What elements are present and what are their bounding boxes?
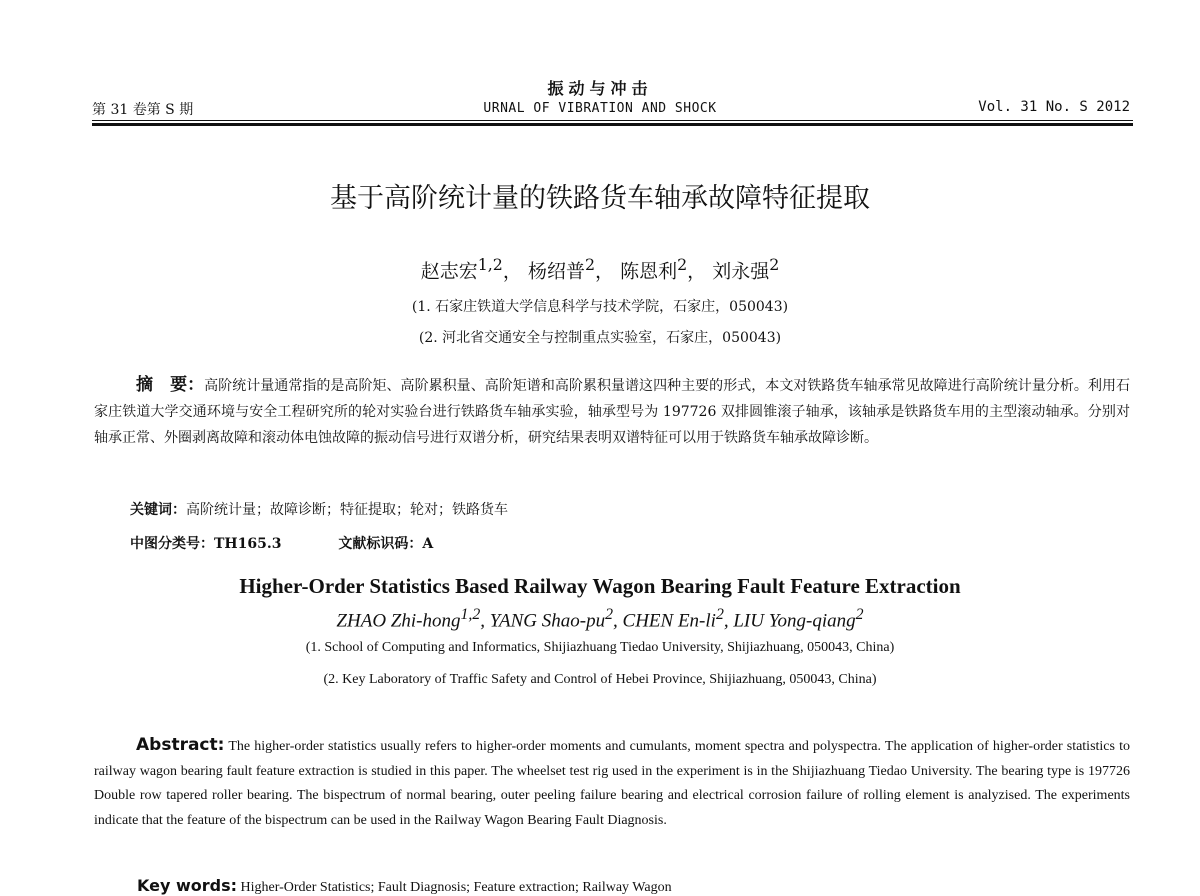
paper-title-en: Higher-Order Statistics Based Railway Wagon Bearing Fault Feature Extraction — [239, 574, 961, 598]
journal-name-cn: 振动与冲击 — [547, 79, 653, 98]
keywords-en-text: Higher-Order Statistics; Fault Diagnosis; Feature extraction; Railway Wagon — [240, 880, 672, 895]
paper-title-cn: 基于高阶统计量的铁路货车轴承故障特征提取 — [330, 183, 870, 214]
author-name: 赵志宏 — [420, 260, 478, 283]
keywords-cn-text: 高阶统计量；故障诊断；特征提取；轮对；铁路货车 — [186, 502, 508, 518]
keywords-cn — [130, 499, 508, 519]
volume-issue-en: Vol. 31 No. S 2012 — [978, 99, 1130, 115]
author-superscript: 2 — [584, 255, 596, 274]
abstract-en — [94, 733, 1130, 833]
author-name: LIU Yong-qiang — [733, 610, 856, 632]
author-superscript: 1,2 — [460, 606, 481, 623]
author-name: ZHAO Zhi-hong — [336, 610, 461, 632]
volume-issue-cn: 第 31 卷第 S 期 — [92, 102, 194, 118]
doc-code-label: 文献标识码： — [338, 536, 423, 552]
journal-name-en: URNAL OF VIBRATION AND SHOCK — [483, 101, 717, 116]
abstract-en-text: The higher-order statistics usually refers to higher-order moments and cumulants, moment spectra and polyspectra. The application of higher-order statistics to railway wagon bearing fault feature extraction is studied in this paper. The wheelset test rig used in the experiment is in the Shijiazhuang Tiedao University. The bearing type is 197726 Double row tapered roller bearing. The bispectrum of normal bearing, outer peeling failure bearing and electrical corrosion failure of rolling element is analyzised. The experiments indicate that the feature of the bispectrum can be used in the Railway Wagon Bearing Fault Diagnosis. — [94, 739, 1130, 828]
keywords-cn-label: 关键词： — [130, 502, 186, 518]
keywords-en-label: Key words: — [137, 876, 238, 895]
keywords-en — [137, 876, 672, 896]
author-name: 杨绍普 — [527, 260, 585, 283]
author-superscript: 2 — [605, 606, 614, 623]
affiliation-cn-2: (2. 河北省交通安全与控制重点实验室，石家庄，050043) — [418, 330, 782, 346]
abstract-cn — [94, 372, 1130, 451]
classification-cn — [130, 533, 433, 553]
abstract-cn-text: 高阶统计量通常指的是高阶矩、高阶累积量、高阶矩谱和高阶累积量谱这四种主要的形式，本文对铁路货车轴承常见故障进行高阶统计量分析。利用石家庄铁道大学交通环境与安全工程研究所的轮对实验台进行铁路货车轴承实验，轴承型号为 197726 双排圆锥滚子轴承，该轴承是铁路货车用的主型滚动轴承。分别对轴承正常、外圈剥离故障和滚动体电蚀故障的振动信号进行双谱分析，研究结果表明双谱特征可以用于铁路货车轴承故障诊断。 — [94, 378, 1131, 446]
clc-label: 中图分类号： — [130, 536, 214, 552]
abstract-en-label: Abstract: — [136, 735, 225, 755]
author-list-en: ZHAO Zhi-hong$^{1,2}$, YANG Shao-$pu^2$, CHEN $En-li^2$, LIU Yong-qiang$^2$ — [336, 606, 864, 632]
affiliation-en-1: (1. School of Computing and Informatics, Shijiazhuang Tiedao University, Shijiazhuang, 050043, China) — [305, 640, 895, 655]
header-rule-thick — [92, 123, 1133, 126]
author-superscript: 2 — [715, 606, 724, 623]
author-name: 刘永强 — [712, 260, 770, 283]
author-superscript: 2 — [677, 255, 688, 274]
author-superscript: 1,2 — [477, 255, 503, 274]
affiliation-cn-1: (1. 石家庄铁道大学信息科学与技术学院，石家庄，050043) — [411, 299, 789, 315]
abstract-cn-label: 摘 要： — [136, 375, 205, 395]
author-name: CHEN En-li — [622, 610, 716, 632]
clc-value: TH165.3 — [214, 536, 282, 552]
author-list-cn: 赵志宏$^{1,2}$， 杨绍普$^2$， 陈恩利$^2$， 刘永强$^2$ — [420, 255, 780, 283]
author-name: 陈恩利 — [620, 260, 678, 283]
author-superscript: 2 — [855, 606, 864, 623]
header-rule-thin — [92, 120, 1133, 121]
doc-code-value: A — [422, 536, 434, 552]
author-superscript: 2 — [769, 255, 780, 274]
author-name: YANG Shao-pu — [489, 610, 606, 632]
affiliation-en-2: (2. Key Laboratory of Traffic Safety and Control of Hebei Province, Shijiazhuang, 050043, China) — [323, 672, 877, 687]
